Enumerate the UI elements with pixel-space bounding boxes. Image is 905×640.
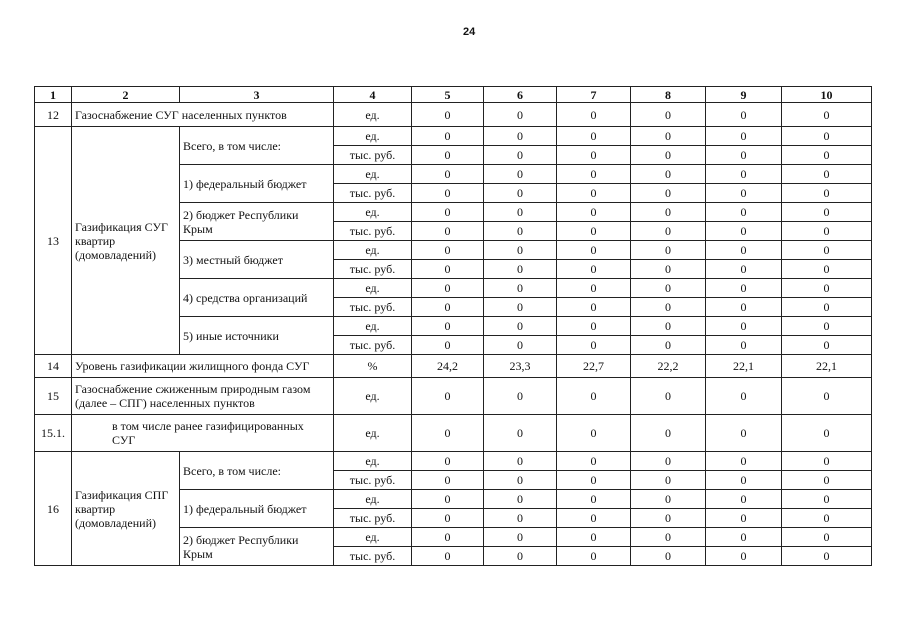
value-cell: 0 [557,452,631,471]
value-cell: 0 [631,279,706,298]
unit-cell: ед. [334,203,412,222]
value-cell: 0 [706,528,782,547]
unit-cell: тыс. руб. [334,547,412,566]
value-cell: 0 [782,146,872,165]
unit-cell: тыс. руб. [334,222,412,241]
value-cell: 22,2 [631,355,706,378]
value-cell: 0 [412,378,484,415]
value-cell: 0 [484,490,557,509]
value-cell: 0 [631,547,706,566]
value-cell: 0 [782,528,872,547]
value-cell: 0 [706,127,782,146]
value-cell: 0 [782,222,872,241]
funding-source: 2) бюджет Республики Крым [180,528,334,566]
row-number: 14 [35,355,72,378]
funding-source: 3) местный бюджет [180,241,334,279]
value-cell: 0 [484,203,557,222]
value-cell: 0 [631,452,706,471]
value-cell: 0 [557,165,631,184]
value-cell: 0 [557,203,631,222]
value-cell: 0 [412,260,484,279]
value-cell: 0 [782,547,872,566]
table-row [35,415,872,452]
unit-cell: ед. [334,127,412,146]
column-header: 3 [180,87,334,103]
value-cell: 0 [782,415,872,452]
value-cell: 0 [631,103,706,127]
value-cell: 0 [631,298,706,317]
unit-cell: тыс. руб. [334,260,412,279]
value-cell: 0 [706,184,782,203]
value-cell: 0 [557,298,631,317]
column-header: 10 [782,87,872,103]
column-header: 1 [35,87,72,103]
value-cell: 0 [782,378,872,415]
value-cell: 0 [484,317,557,336]
value-cell: 0 [631,222,706,241]
value-cell: 0 [557,260,631,279]
value-cell: 0 [706,547,782,566]
value-cell: 0 [484,241,557,260]
funding-source: 1) федеральный бюджет [180,165,334,203]
value-cell: 0 [484,378,557,415]
value-cell: 0 [484,146,557,165]
value-cell: 0 [557,336,631,355]
row-number: 16 [35,452,72,566]
unit-cell: тыс. руб. [334,298,412,317]
value-cell: 0 [706,452,782,471]
unit-cell: % [334,355,412,378]
value-cell: 0 [782,490,872,509]
value-cell: 0 [412,222,484,241]
value-cell: 0 [484,298,557,317]
value-cell: 0 [706,298,782,317]
unit-cell: тыс. руб. [334,509,412,528]
column-header: 8 [631,87,706,103]
row-label: в том числе ранее газифицированных СУГ [72,415,334,452]
value-cell: 0 [412,103,484,127]
funding-source: 4) средства организаций [180,279,334,317]
value-cell: 0 [782,260,872,279]
row-number: 15.1. [35,415,72,452]
value-cell: 0 [782,509,872,528]
value-cell: 0 [412,146,484,165]
value-cell: 0 [631,415,706,452]
unit-cell: тыс. руб. [334,471,412,490]
value-cell: 0 [412,528,484,547]
value-cell: 0 [782,103,872,127]
value-cell: 0 [412,165,484,184]
value-cell: 0 [412,509,484,528]
column-header: 7 [557,87,631,103]
column-header: 4 [334,87,412,103]
value-cell: 0 [484,260,557,279]
table-row [35,378,872,415]
value-cell: 0 [412,471,484,490]
value-cell: 0 [484,415,557,452]
unit-cell: ед. [334,317,412,336]
funding-source: Всего, в том числе: [180,127,334,165]
value-cell: 0 [782,317,872,336]
value-cell: 0 [484,165,557,184]
value-cell: 22,1 [706,355,782,378]
value-cell: 0 [484,103,557,127]
value-cell: 0 [631,203,706,222]
table-row [35,355,872,378]
value-cell: 0 [782,336,872,355]
value-cell: 0 [412,452,484,471]
row-number: 15 [35,378,72,415]
value-cell: 0 [782,279,872,298]
value-cell: 0 [484,279,557,298]
row-number: 13 [35,127,72,355]
value-cell: 0 [706,103,782,127]
value-cell: 0 [557,528,631,547]
value-cell: 0 [782,127,872,146]
value-cell: 0 [557,471,631,490]
value-cell: 0 [557,415,631,452]
value-cell: 0 [557,490,631,509]
value-cell: 0 [557,222,631,241]
value-cell: 24,2 [412,355,484,378]
row-label: Газификация СПГ квартир (домовладений) [72,452,180,566]
value-cell: 0 [484,222,557,241]
value-cell: 0 [412,415,484,452]
value-cell: 0 [412,279,484,298]
value-cell: 0 [782,241,872,260]
unit-cell: ед. [334,279,412,298]
value-cell: 0 [631,471,706,490]
value-cell: 0 [557,547,631,566]
funding-source: Всего, в том числе: [180,452,334,490]
value-cell: 0 [484,452,557,471]
unit-cell: тыс. руб. [334,336,412,355]
value-cell: 0 [706,146,782,165]
row-label: Газификация СУГ квартир (домовладений) [72,127,180,355]
value-cell: 0 [412,298,484,317]
value-cell: 0 [706,222,782,241]
value-cell: 0 [484,528,557,547]
value-cell: 0 [631,260,706,279]
gasification-table [34,86,872,566]
column-header: 5 [412,87,484,103]
value-cell: 0 [706,509,782,528]
unit-cell: тыс. руб. [334,184,412,203]
value-cell: 0 [631,165,706,184]
value-cell: 0 [557,279,631,298]
value-cell: 0 [631,509,706,528]
value-cell: 0 [412,241,484,260]
value-cell: 23,3 [484,355,557,378]
value-cell: 0 [782,203,872,222]
value-cell: 0 [706,279,782,298]
value-cell: 0 [484,471,557,490]
row-label: Уровень газификации жилищного фонда СУГ [72,355,334,378]
unit-cell: ед. [334,452,412,471]
value-cell: 0 [412,547,484,566]
value-cell: 0 [557,127,631,146]
value-cell: 0 [631,528,706,547]
value-cell: 0 [706,241,782,260]
value-cell: 0 [412,184,484,203]
value-cell: 0 [557,317,631,336]
value-cell: 0 [412,317,484,336]
value-cell: 0 [631,127,706,146]
value-cell: 0 [631,241,706,260]
value-cell: 0 [412,203,484,222]
row-label: Газоснабжение сжиженным природным газом (далее – СПГ) населенных пунктов [72,378,334,415]
value-cell: 0 [706,490,782,509]
value-cell: 0 [484,336,557,355]
unit-cell: ед. [334,241,412,260]
value-cell: 0 [706,203,782,222]
funding-source: 2) бюджет Республики Крым [180,203,334,241]
value-cell: 0 [782,471,872,490]
value-cell: 0 [782,298,872,317]
value-cell: 0 [557,146,631,165]
unit-cell: ед. [334,415,412,452]
row-label: Газоснабжение СУГ населенных пунктов [72,103,334,127]
value-cell: 0 [706,415,782,452]
value-cell: 0 [706,336,782,355]
value-cell: 0 [631,146,706,165]
value-cell: 0 [557,103,631,127]
unit-cell: ед. [334,490,412,509]
unit-cell: ед. [334,103,412,127]
row-number: 12 [35,103,72,127]
value-cell: 22,7 [557,355,631,378]
funding-source: 1) федеральный бюджет [180,490,334,528]
table-row [35,452,872,471]
funding-source: 5) иные источники [180,317,334,355]
value-cell: 0 [631,490,706,509]
value-cell: 0 [557,509,631,528]
value-cell: 0 [706,471,782,490]
value-cell: 0 [706,165,782,184]
unit-cell: тыс. руб. [334,146,412,165]
value-cell: 0 [631,378,706,415]
unit-cell: ед. [334,378,412,415]
value-cell: 0 [557,241,631,260]
page-number: 24 [463,26,476,38]
unit-cell: ед. [334,165,412,184]
value-cell: 0 [557,184,631,203]
unit-cell: ед. [334,528,412,547]
value-cell: 0 [706,378,782,415]
value-cell: 0 [706,260,782,279]
table-row [35,127,872,146]
value-cell: 0 [557,378,631,415]
value-cell: 0 [706,317,782,336]
value-cell: 0 [484,547,557,566]
value-cell: 0 [631,317,706,336]
value-cell: 0 [782,184,872,203]
column-header: 9 [706,87,782,103]
value-cell: 0 [412,127,484,146]
value-cell: 0 [782,165,872,184]
table-row [35,87,872,103]
value-cell: 0 [412,336,484,355]
value-cell: 0 [412,490,484,509]
column-header: 2 [72,87,180,103]
value-cell: 0 [484,127,557,146]
value-cell: 0 [631,336,706,355]
value-cell: 22,1 [782,355,872,378]
value-cell: 0 [631,184,706,203]
column-header: 6 [484,87,557,103]
value-cell: 0 [484,184,557,203]
table-row [35,103,872,127]
value-cell: 0 [782,452,872,471]
value-cell: 0 [484,509,557,528]
